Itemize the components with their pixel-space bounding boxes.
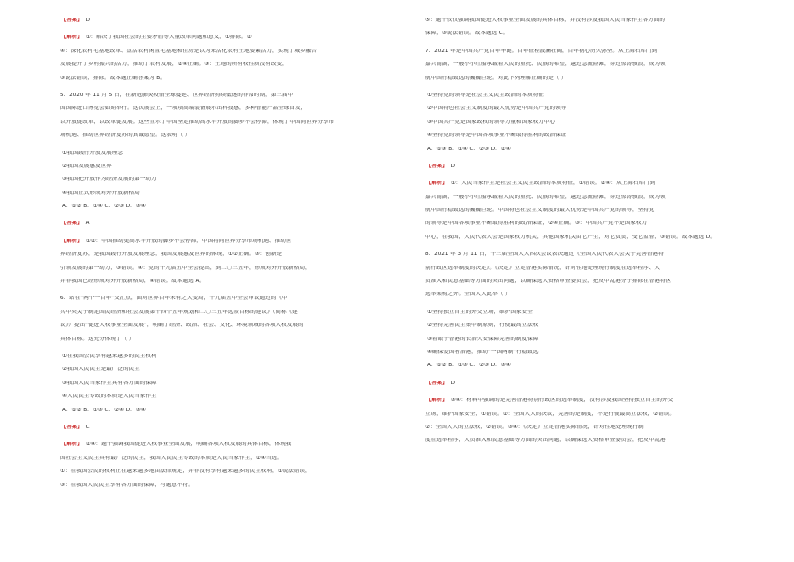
left-column <box>60 18 370 496</box>
analysis-5-line-4: 并非我国已经形成对外开放新格局，④错误。故本题选 A。 <box>60 279 205 285</box>
q5-option-2: ②我国发展惠及世界 <box>62 163 112 169</box>
q6-option-4: ④人民民主专政的本质是人民当家作主 <box>62 394 157 400</box>
question-8-line-4: 选举架构之外。全国人大此举（ ） <box>425 292 511 298</box>
analysis-8-line-3: ②：全国人大的立法权，②错误。③④：《决定》立足香港实际情况，针对性地处理现行制 <box>425 424 644 430</box>
analysis-tag: 【解析】 <box>426 181 448 187</box>
analysis-7-line-5: 中心，在我国，人民代表大会是国家权力机关，其他国家机关由它产生，对它负责，受它监督，③错误。故本题选 D。 <box>425 234 716 240</box>
question-6-line-4: 具体目标。这充分体现了（ ） <box>60 336 135 342</box>
question-6-line-3: 议》）提出“促进人权事业全面发展”，明确了经济、政治、社会、文化、环境领域的各项人权发展的 <box>60 323 304 329</box>
analysis-5-line-2: 界经济复苏，是我国践行开放发展理念，我国发展惠及世界的体现，①②正确。③：创新是 <box>60 252 283 258</box>
analysis-4-line-4: ③说法错误，排除。故本题正确答案为 B。 <box>60 75 166 81</box>
analysis-7-line-2: 嘉兴南湖，一艘小小红船承载着人民的重托、民族的希望，越过急流险滩，穿过惊涛骇浪，成为领 <box>425 194 666 200</box>
answer-4: 【答案】 D <box>61 18 90 23</box>
analysis-6-cont-line-1: ⑤：题干仅仅强调我国促进人权事业全面发展的具体目标，并没有涉及我国人民当家作主各方面的 <box>425 18 665 23</box>
analysis-tag: 【解析】 <box>61 35 83 41</box>
answer-tag: 【答案】 <box>61 424 83 430</box>
q5-choices: A．①② B．①④ C．②③ D．③④ <box>62 204 146 210</box>
answer-tag: 【答案】 <box>426 163 448 169</box>
question-8-line-3: 员准入和民意基础等方面的突出问题，以确保选人资格审查委员会，把反中乱港分子排除在香港特区 <box>425 279 672 285</box>
answer-8: 【答案】 D <box>426 380 455 386</box>
analysis-4-line-3: 发展提升了乡村振兴的活力，推动了农村发展，②④正确。③：土地的所有权性质没有改变， <box>60 62 288 68</box>
answer-5: 【答案】 A <box>61 221 90 227</box>
q5-option-1: ①我国践行开放发展理念 <box>62 150 123 156</box>
answer-tag: 【答案】 <box>426 380 448 386</box>
q7-option-1: ①坚持党的领导是社会主义民主政治的本质特征 <box>427 92 544 98</box>
right-column <box>425 18 735 452</box>
question-6-line-1: 6．站在“两个一百年”交汇点，面对世界百年未有之大变局，十九届五中全会审议通过的《中 <box>60 296 288 302</box>
analysis-tag: 【解析】 <box>61 442 83 448</box>
q6-option-2: ②我国人民民主是最广泛的民主 <box>62 367 140 373</box>
question-5-line-1: 5．2020 年 11 月 5 日，在新冠肺炎疫情全球蔓延、世界经济持续低迷的非常时期，第三届中 <box>60 92 294 98</box>
analysis-6-line-3: ①：在我国公民的权利正在越来越多地由法律规定，并非没有享有越来越多的民主权利，①说法错误， <box>60 469 311 475</box>
q7-option-4: ④坚持党的领导是中国各项事业不断取得胜利的政治保证 <box>427 133 567 139</box>
analysis-5-line-1: 【解析】 ①②：中国推动更高水平开放的脚步不会停滞，中国将同世界分享市场机遇、推动世 <box>61 238 292 244</box>
q6-option-1: ①在我国公民享有越来越多的民主权利 <box>62 353 157 359</box>
analysis-8-line-2: 立场，维护国家安全，①错误。②：全国人大的决议，完善的是制度，不是行使最高立法权，②错误。 <box>425 411 675 417</box>
q8-option-4: ④确保爱国者治港，推动“一国两制”行稳致远 <box>427 349 539 355</box>
analysis-7-line-4: 的领导是中国各项事业不断取得胜利的政治保证，②④正确。③：中国共产党不是国家权力 <box>425 221 648 227</box>
question-5-line-4: 场机遇、推动世界经济复苏的真诚愿望。这表明（ ） <box>60 133 191 139</box>
analysis-4-line-2: ④：深化农村宅基地改革、盘活农村闲置宅基地和住房是以为来活化农村土地要素活力，实现了城乡融合 <box>60 48 317 54</box>
analysis-tag: 【解析】 <box>61 238 83 244</box>
answer-tag: 【答案】 <box>61 221 83 227</box>
analysis-6-line-2: 国社会主义民主具有最广泛的民主，我国人民民主专政的本质是人民当家作主，②④当选。 <box>60 455 283 461</box>
analysis-6-cont-line-2: 保障，③说法错误。故本题选 C。 <box>425 31 509 37</box>
q5-option-4: ④我国正式形成对外开放新格局 <box>62 190 140 196</box>
question-8-line-2: 别行政区选举制度的决定》。《决定》立足香港实际情况，针对性地处理现行制度在选举程序、人 <box>425 265 660 271</box>
question-5-line-3: 以开放促改革，以改革促发展。这些宣示了中国坚定推动高水平开放的脚步不会停滞，体现了中国同世界分享市 <box>60 119 335 125</box>
answer-7: 【答案】 D <box>426 163 455 169</box>
analysis-8-line-4: 度在选举程序，人员准入和民意基础等方面的突出问题，以确保选人资格审查委员会，把反中乱港 <box>425 438 666 444</box>
analysis-8-line-1: 【解析】 ③④：材料中强调的是完善香港特别行政区的选举制度，没有涉及我国坚持独立自主的外交 <box>426 398 674 404</box>
analysis-6-line-1: 【解析】 ②④：题干强调我国促进人权事业全面发展，明确各项人权发展的具体目标，体现我 <box>61 442 292 448</box>
analysis-7-line-3: 航中国行稳致远的巍巍巨轮。中国特色社会主义制度的最大优势是中国共产党的领导，坚持党 <box>425 208 655 214</box>
question-6-line-2: 共中央关于制定国民经济和社会发展第十四个五年规划和二〇三五年远景目标的建议》（简称《建 <box>60 309 298 315</box>
q7-option-3: ③中国共产党是国家政权的领导力量和国家权力中心 <box>427 119 556 125</box>
question-5-line-2: 国国际进口博览会如期举行。这次展会上，一项项高端装备展示出科技感，多种智能产品全球首发， <box>60 106 307 112</box>
q5-option-3: ③我国把开放作为经济发展的第一动力 <box>62 177 157 183</box>
analysis-5-line-3: 引领发展的第一动力，③错误。④：党的十九届五中全会提出，到二〇三五年，形成对外开放新格局， <box>60 265 311 271</box>
answer-tag: 【答案】 <box>61 18 83 23</box>
question-7-line-3: 航中国行稳致远的巍巍巨轮。对此下列理解正确的是（ ） <box>425 75 567 81</box>
q6-option-3: ③我国人民当家作主具有各方面的保障 <box>62 380 157 386</box>
q8-option-3: ③着眼于香港的长治久安保障完善的制度保障 <box>427 336 539 342</box>
q7-choices: A．①③ B．①④ C．②③ D．②④ <box>427 146 511 152</box>
analysis-4-line-1: 【解析】 ①：解决了我国社会的主要矛盾等大量改革问题和意义，①排除。② <box>61 35 252 41</box>
q6-choices: A．①② B．①③ C．②④ D．③④ <box>62 407 146 413</box>
q8-choices: A．①② B．①③ C．②③ D．③④ <box>427 363 511 369</box>
question-7-line-1: 7．2021 年是中国共产党百年华诞。百年征程波澜壮阔，百年初心历久弥坚。从上海石库门到 <box>425 48 658 54</box>
analysis-6-line-4: ③：在我国人民民主享有各方面的保障，与题意不符。 <box>60 482 194 488</box>
q8-option-1: ①坚持独立自主的外交立场，维护国家安全 <box>427 309 533 315</box>
question-7-line-2: 嘉兴南湖，一艘小小红船承载着人民的重托、民族的希望，越过急流险滩，穿过惊涛骇浪，成为领 <box>425 62 666 68</box>
question-8-line-1: 8．2021 年 3 月 11 日，十三届全国人大四次会议表决通过《全国人民代表大会关于完善香港特 <box>425 252 664 258</box>
q8-option-2: ②坚持完善民主集中制原则，行使最高立法权 <box>427 323 539 329</box>
analysis-tag: 【解析】 <box>426 398 448 404</box>
answer-6: 【答案】 C <box>61 424 90 430</box>
q7-option-2: ②中国特色社会主义制度的最大优势是中国共产党的领导 <box>427 106 567 112</box>
analysis-7-line-1: 【解析】 ①：人民当家作主是社会主义民主政治的本质特征，①错误。②④：从上海石库门到 <box>426 181 656 187</box>
